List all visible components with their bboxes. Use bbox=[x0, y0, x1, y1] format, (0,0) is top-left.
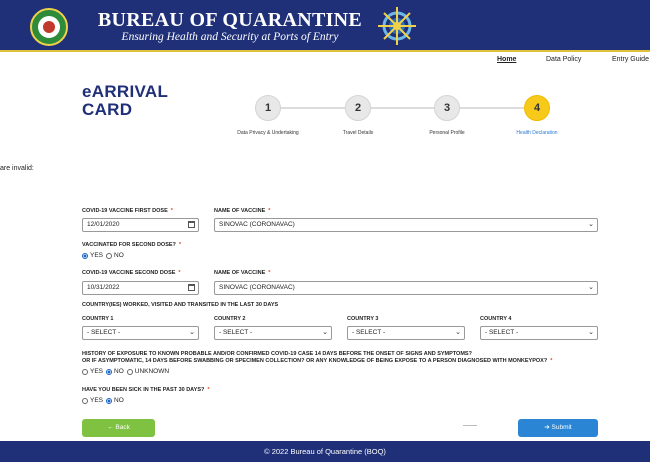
chevron-down-icon: ⌄ bbox=[189, 329, 195, 336]
second-dose-radio-group: YES NO bbox=[82, 252, 127, 259]
radio-yes-selected[interactable] bbox=[82, 253, 88, 259]
country-4-select[interactable]: - SELECT - ⌄ bbox=[480, 326, 598, 340]
page-title-line-1: eARRIVAL bbox=[82, 82, 169, 101]
chevron-down-icon: ⌄ bbox=[588, 221, 594, 228]
chevron-down-icon: ⌄ bbox=[588, 329, 594, 336]
country-4-label: COUNTRY 4 bbox=[480, 316, 512, 322]
nav-entry-guide-link[interactable]: Entry Guide bbox=[612, 56, 649, 63]
site-header bbox=[0, 0, 650, 52]
step-1[interactable]: 1 bbox=[255, 95, 281, 121]
step-3[interactable]: 3 bbox=[434, 95, 460, 121]
countries-label: COUNTRY(IES) WORKED, VISITED AND TRANSITED IN THE LAST 30 DAYS bbox=[82, 302, 279, 308]
vaccine-name-select-2[interactable]: SINOVAC (CORONAVAC) ⌄ bbox=[214, 281, 598, 295]
country-1-label: COUNTRY 1 bbox=[82, 316, 114, 322]
vaccine-name-select-1[interactable]: SINOVAC (CORONAVAC) ⌄ bbox=[214, 218, 598, 232]
divider bbox=[463, 425, 477, 426]
government-seal-icon bbox=[30, 8, 68, 46]
step-1-label: Data Privacy & Undertaking bbox=[237, 130, 299, 136]
validation-error-text: are invalid: bbox=[0, 165, 34, 172]
exposure-question-line-1: HISTORY OF EXPOSURE TO KNOWN PROBABLE AND/OR CONFIRMED COVID-19 CASE 14 DAYS BEFORE THE ONSET OF SIGNS AND SYMPTOMS? bbox=[82, 351, 472, 357]
radio-no[interactable] bbox=[106, 253, 112, 259]
radio-unknown[interactable] bbox=[127, 369, 133, 375]
sick-question: HAVE YOU BEEN SICK IN THE PAST 30 DAYS? * bbox=[82, 387, 210, 393]
first-dose-date-input[interactable]: 12/01/2020 bbox=[82, 218, 199, 232]
boq-logo-icon bbox=[376, 5, 418, 47]
second-dose-date-input[interactable]: 10/31/2022 bbox=[82, 281, 199, 295]
submit-button[interactable]: ➔ Submit bbox=[518, 419, 598, 437]
sick-radio-group: YES NO bbox=[82, 397, 127, 404]
vaccine-name-label-1: NAME OF VACCINE * bbox=[214, 208, 271, 214]
calendar-icon[interactable] bbox=[188, 284, 195, 291]
radio-yes[interactable] bbox=[82, 369, 88, 375]
calendar-icon[interactable] bbox=[188, 221, 195, 228]
vaccine-name-label-2: NAME OF VACCINE * bbox=[214, 270, 271, 276]
nav-home-link[interactable]: Home bbox=[497, 56, 517, 63]
chevron-down-icon: ⌄ bbox=[588, 284, 594, 291]
exposure-radio-group: YES NO UNKNOWN bbox=[82, 368, 172, 375]
page-title-line-2: CARD bbox=[82, 100, 133, 119]
radio-no-selected[interactable] bbox=[106, 398, 112, 404]
radio-no-selected[interactable] bbox=[106, 369, 112, 375]
step-2[interactable]: 2 bbox=[345, 95, 371, 121]
chevron-down-icon: ⌄ bbox=[322, 329, 328, 336]
stepper-line bbox=[268, 107, 538, 109]
site-title: BUREAU OF QUARANTINE bbox=[97, 9, 363, 31]
second-dose-question: VACCINATED FOR SECOND DOSE? * bbox=[82, 242, 182, 248]
country-2-select[interactable]: - SELECT - ⌄ bbox=[214, 326, 332, 340]
step-4[interactable]: 4 bbox=[524, 95, 550, 121]
radio-yes[interactable] bbox=[82, 398, 88, 404]
first-dose-label: COVID-19 VACCINE FIRST DOSE * bbox=[82, 208, 173, 214]
site-subtitle: Ensuring Health and Security at Ports of Entry bbox=[121, 31, 339, 43]
nav-data-policy-link[interactable]: Data Policy bbox=[546, 56, 582, 63]
country-1-select[interactable]: - SELECT - ⌄ bbox=[82, 326, 199, 340]
step-3-label: Personal Profile bbox=[429, 130, 465, 136]
country-2-label: COUNTRY 2 bbox=[214, 316, 246, 322]
exposure-question-line-2: OR IF ASYMPTOMATIC, 14 DAYS BEFORE SWABBING OR SPECIMEN COLLECTION? OR ANY KNOWLEDGE OF BEING EXPOSE TO A PERSON DIAGNOSED WITH MONKEYPOX? * bbox=[82, 358, 553, 364]
back-button[interactable]: ← Back bbox=[82, 419, 155, 437]
country-3-label: COUNTRY 3 bbox=[347, 316, 379, 322]
country-3-select[interactable]: - SELECT - ⌄ bbox=[347, 326, 465, 340]
second-dose-label: COVID-19 VACCINE SECOND DOSE * bbox=[82, 270, 181, 276]
step-2-label: Travel Details bbox=[342, 130, 374, 136]
site-footer: © 2022 Bureau of Quarantine (BOQ) bbox=[0, 441, 650, 462]
chevron-down-icon: ⌄ bbox=[455, 329, 461, 336]
step-4-label: Health Declaration bbox=[516, 130, 558, 136]
page-title bbox=[82, 83, 168, 119]
